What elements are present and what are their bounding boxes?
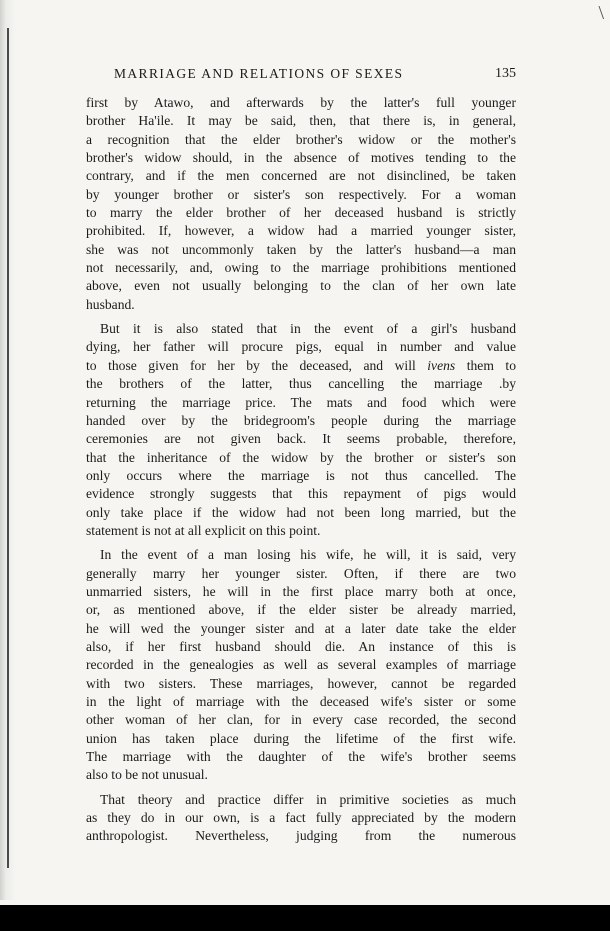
text-line: other woman of her clan, for in every case recorded, the second — [86, 712, 516, 728]
text-line: first by Atawo, and afterwards by the latter's full younger — [86, 95, 516, 110]
paragraph-2 — [86, 320, 516, 540]
text-line: above, even not usually belonging to the clan of her own late — [86, 278, 516, 294]
text-line: as they do in our own, is a fact fully appreciated by the modern — [86, 810, 516, 826]
book-page — [86, 66, 516, 846]
text-line: handed over by the bridegroom's people during the marriage — [86, 412, 516, 428]
text-line: The marriage with the daughter of the wife's brother seems — [86, 749, 516, 765]
text-line: only occurs where the marriage is not thus cancelled. The — [86, 467, 516, 483]
text-line: anthropologist. Nevertheless, judging from the numerous — [86, 828, 516, 844]
text-line: that the inheritance of the widow by the brother or sister's son — [86, 449, 516, 465]
text-line: she was not uncommonly taken by the latter's husband—a man — [86, 241, 516, 257]
text-line: ceremonies are not given back. It seems probable, therefore, — [86, 431, 516, 447]
text-line: unmarried sisters, he will in the first place marry both at once, — [86, 583, 516, 599]
text-line: with two sisters. These marriages, however, cannot be regarded — [86, 675, 516, 691]
paragraph-3 — [86, 546, 516, 784]
text-line: to marry the elder brother of her deceased husband is strictly — [86, 205, 516, 221]
text-line: to those given for her by the deceased, and will ivens them to — [86, 357, 516, 373]
text-line: recorded in the genealogies as well as several examples of marriage — [86, 657, 516, 673]
page-number: 135 — [495, 66, 516, 81]
text-line: returning the marriage price. The mats and food which were — [86, 394, 516, 410]
text-line: evidence strongly suggests that this repayment of pigs would — [86, 486, 516, 502]
binding-rule — [7, 28, 9, 868]
text-line: only take place if the widow had not been long married, but the — [86, 504, 516, 520]
text-line: prohibited. If, however, a widow had a married younger sister, — [86, 223, 516, 239]
text-line: by younger brother or sister's son respectively. For a woman — [86, 186, 516, 202]
running-head — [86, 66, 516, 88]
text-line: husband. — [86, 296, 135, 312]
text-line: the brothers of the latter, thus cancelling the marriage .by — [86, 376, 516, 392]
paragraph-4 — [86, 791, 516, 846]
paragraph-1 — [86, 94, 516, 314]
corner-mark: \ — [598, 2, 604, 24]
text-line: also to be not unusual. — [86, 767, 208, 783]
body-text — [86, 94, 516, 846]
text-line: he will wed the younger sister and at a later date take the elder — [86, 620, 516, 636]
text-line: a recognition that the elder brother's widow or the mother's — [86, 131, 516, 147]
text-line: in the light of marriage with the deceased wife's sister or some — [86, 694, 516, 709]
text-line: union has taken place during the lifetime of the first wife. — [86, 730, 516, 746]
text-line: That theory and practice differ in primitive societies as much — [100, 791, 516, 807]
scan-bottom-band — [0, 905, 610, 931]
text-line: not necessarily, and, owing to the marriage prohibitions mentioned — [86, 260, 516, 276]
text-line: But it is also stated that in the event of a girl's husband — [100, 321, 516, 337]
text-line: generally marry her younger sister. Often, if there are two — [86, 565, 516, 581]
text-line: dying, her father will procure pigs, equal in number and value — [86, 339, 516, 355]
text-line: In the event of a man losing his wife, he will, it is said, very — [100, 547, 516, 563]
text-line: brother Ha'ile. It may be said, then, that there is, in general, — [86, 113, 516, 129]
running-head-title: MARRIAGE AND RELATIONS OF SEXES — [114, 66, 404, 81]
text-line: contrary, and if the men concerned are not disinclined, be taken — [86, 168, 516, 184]
text-line: also, if her first husband should die. An instance of this is — [86, 638, 516, 654]
text-line: brother's widow should, in the absence of motives tending to the — [86, 150, 516, 166]
text-line: or, as mentioned above, if the elder sister be already married, — [86, 602, 516, 618]
italic-term: ivens — [427, 357, 456, 373]
text-line: statement is not at all explicit on this point. — [86, 522, 321, 538]
